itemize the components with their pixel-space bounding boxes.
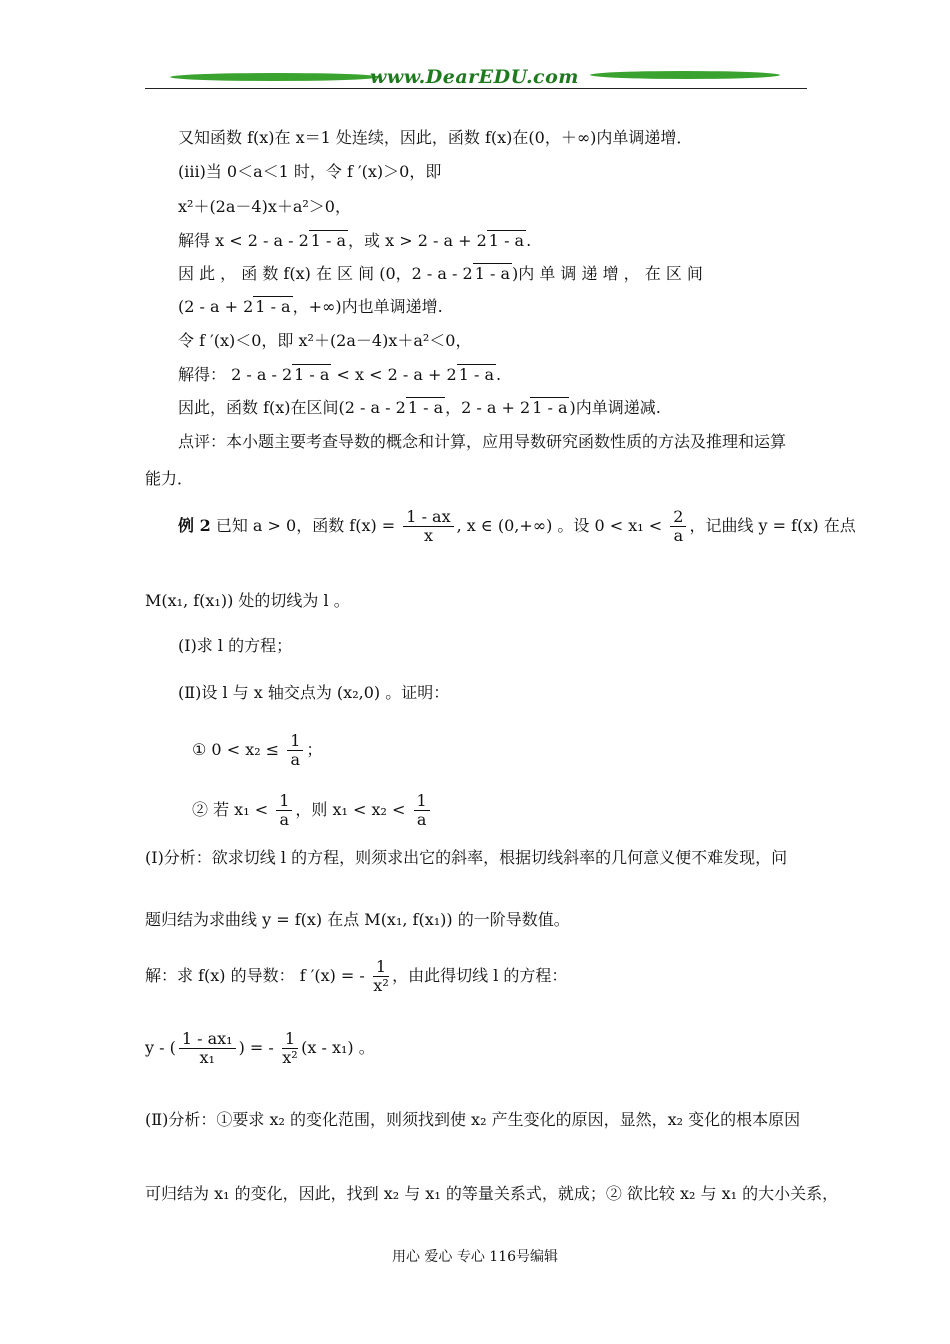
text-segment: )内 单 调 递 增 ， 在 区 间: [511, 264, 703, 283]
text-segment: 已知 a > 0，函数 f(x) =: [215, 516, 401, 535]
text-line: (Ⅱ)设 l 与 x 轴交点为 (x₂,0) 。证明：: [178, 683, 450, 702]
text-line: 又知函数 f(x)在 x＝1 处连续，因此，函数 f(x)在(0，＋∞)内单调递增．: [178, 128, 693, 147]
text-segment: (2 - a + 2: [178, 297, 254, 316]
text-line: x²＋(2a－4)x＋a²＞0，: [178, 197, 351, 216]
header-swoosh-right: [589, 71, 782, 79]
text-line: [145, 1030, 375, 1067]
text-line: [192, 732, 322, 769]
page-footer: 用心 爱心 专心 116号编辑: [391, 1249, 559, 1265]
sqrt-expr: 1 - a: [255, 297, 291, 316]
denominator: x: [423, 526, 433, 545]
text-line: [178, 264, 703, 284]
fraction: [670, 508, 686, 545]
sqrt-expr: 1 - a: [294, 365, 330, 384]
text-segment: .: [495, 365, 502, 384]
numerator: 1 - ax: [403, 508, 453, 527]
numerator: 1: [373, 958, 389, 977]
denominator: x₁: [199, 1048, 215, 1067]
sqrt-expr: 1 - a: [532, 398, 568, 417]
example-label: 例 2: [178, 516, 211, 535]
text-segment: ② 若 x₁ <: [192, 800, 274, 819]
text-segment: 解得 x < 2 - a - 2: [178, 231, 309, 250]
text-line: [178, 398, 661, 418]
denominator: a: [416, 810, 427, 829]
text-segment: (x - x₁) 。: [301, 1038, 375, 1057]
example-line: [178, 508, 856, 545]
text-line: [178, 365, 501, 385]
sqrt-expr: 1 - a: [407, 398, 444, 417]
fraction: [414, 792, 430, 829]
denominator: a: [673, 526, 684, 545]
text-line: [145, 958, 567, 995]
fraction: [373, 958, 389, 995]
numerator: 2: [670, 508, 686, 527]
denominator: a: [290, 750, 301, 769]
text-segment: ) = -: [238, 1038, 279, 1057]
text-segment: ，+∞)内也单调递增.: [292, 297, 443, 316]
text-segment: y - (: [145, 1038, 176, 1057]
fraction: [403, 508, 453, 545]
text-segment: ，由此得切线 l 的方程：: [392, 966, 568, 985]
fraction: [179, 1030, 236, 1067]
fraction: [287, 732, 303, 769]
fraction: [276, 792, 292, 829]
numerator: 1: [276, 792, 292, 811]
text-segment: 因 此 ， 函 数 f(x) 在 区 间 (0，2 - a - 2: [178, 264, 473, 283]
text-segment: ，则 x₁ < x₂ <: [295, 800, 411, 819]
fraction: [282, 1030, 298, 1067]
text-line: (Ⅰ)分析：欲求切线 l 的方程，则须求出它的斜率，根据切线斜率的几何意义便不难发现，问: [145, 848, 788, 867]
text-line: [178, 297, 443, 317]
text-segment: ，2 - a + 2: [445, 398, 531, 417]
numerator: 1: [414, 792, 430, 811]
text-segment: < x < 2 - a + 2: [331, 365, 457, 384]
page-header: [145, 62, 807, 92]
header-swoosh-left: [169, 73, 382, 81]
text-line: 可归结为 x₁ 的变化，因此，找到 x₂ 与 x₁ 的等量关系式，就成；② 欲比较 x₂ 与 x₁ 的大小关系，: [145, 1184, 839, 1203]
text-line: (Ⅰ)求 l 的方程；: [178, 636, 293, 655]
denominator: a: [279, 810, 290, 829]
text-line: (Ⅱ)分析：①要求 x₂ 的变化范围，则须找到使 x₂ 产生变化的原因，显然，x₂ 变化的根本原因: [145, 1110, 801, 1129]
denominator: x²: [282, 1048, 298, 1067]
text-segment: , x ∈ (0,+∞) 。设 0 < x₁ <: [456, 516, 668, 535]
header-rule: [145, 88, 807, 89]
text-segment: ，或 x > 2 - a + 2: [348, 231, 487, 250]
text-line: 点评：本小题主要考查导数的概念和计算，应用导数研究函数性质的方法及推理和运算: [178, 432, 787, 451]
sqrt-expr: 1 - a: [310, 231, 347, 250]
text-line: 能力．: [145, 469, 194, 488]
sqrt-expr: 1 - a: [458, 365, 494, 384]
text-segment: )内单调递减.: [569, 398, 661, 417]
text-line: (iii)当 0＜a＜1 时，令 f ′(x)＞0，即: [178, 162, 442, 181]
text-segment: ① 0 < x₂ ≤: [192, 740, 285, 759]
text-segment: 因此，函数 f(x)在区间(2 - a - 2: [178, 398, 406, 417]
numerator: 1: [282, 1030, 298, 1049]
text-segment: ；: [306, 740, 323, 759]
text-line: 题归结为求曲线 y = f(x) 在点 M(x₁, f(x₁)) 的一阶导数值。: [145, 910, 570, 929]
site-logo: www.DearEDU.com: [370, 66, 579, 88]
text-line: [178, 231, 531, 251]
text-segment: .: [526, 231, 532, 250]
text-line: 令 f ′(x)＜0，即 x²＋(2a－4)x＋a²＜0，: [178, 331, 472, 350]
text-segment: 解：求 f(x) 的导数： f ′(x) = -: [145, 966, 370, 985]
text-line: [192, 792, 433, 829]
text-segment: 解得： 2 - a - 2: [178, 365, 293, 384]
denominator: x²: [373, 976, 389, 995]
sqrt-expr: 1 - a: [474, 264, 510, 283]
numerator: 1: [287, 732, 303, 751]
numerator: 1 - ax₁: [179, 1030, 236, 1049]
text-segment: ，记曲线 y = f(x) 在点: [689, 516, 856, 535]
text-line: M(x₁, f(x₁)) 处的切线为 l 。: [145, 591, 350, 610]
sqrt-expr: 1 - a: [488, 231, 525, 250]
